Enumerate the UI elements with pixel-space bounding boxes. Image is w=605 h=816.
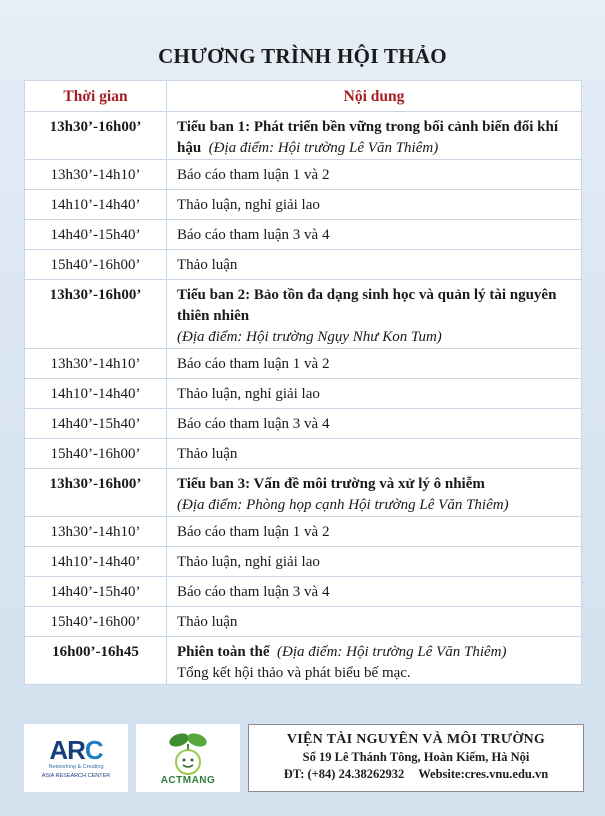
item-time: 13h30’-14h10’ bbox=[25, 517, 167, 547]
item-content: Thảo luận bbox=[167, 439, 582, 469]
institute-phone: ĐT: (+84) 24.38262932 bbox=[283, 767, 405, 781]
page-title: CHƯƠNG TRÌNH HỘI THẢO bbox=[158, 44, 447, 68]
item-content: Báo cáo tham luận 1 và 2 bbox=[167, 517, 582, 547]
arc-logo-mark bbox=[49, 737, 102, 763]
session-row bbox=[25, 112, 582, 160]
arc-logo bbox=[24, 724, 128, 792]
session-title: Tiểu ban 1: Phát triển bền vững trong bối cảnh biến đổi khí hậu bbox=[177, 119, 559, 156]
session-location: (Địa điểm: Hội trường Lê Văn Thiêm) bbox=[208, 140, 439, 156]
plenary-location: (Địa điểm: Hội trường Lê Văn Thiêm) bbox=[277, 644, 507, 660]
item-time: 14h40’-15h40’ bbox=[25, 577, 167, 607]
table-row bbox=[25, 220, 582, 250]
column-header-time: Thời gian bbox=[25, 81, 167, 112]
item-time: 14h10’-14h40’ bbox=[25, 379, 167, 409]
session-row bbox=[25, 469, 582, 517]
item-content: Báo cáo tham luận 1 và 2 bbox=[167, 160, 582, 190]
item-time: 14h40’-15h40’ bbox=[25, 409, 167, 439]
institute-contact bbox=[249, 767, 583, 782]
table-row bbox=[25, 349, 582, 379]
arc-logo-letters: AR bbox=[49, 735, 85, 765]
item-content: Báo cáo tham luận 3 và 4 bbox=[167, 577, 582, 607]
session-location: (Địa điểm: Hội trường Ngụy Như Kon Tum) bbox=[177, 329, 442, 345]
table-row bbox=[25, 160, 582, 190]
session-row bbox=[25, 280, 582, 349]
item-time: 15h40’-16h00’ bbox=[25, 607, 167, 637]
item-content: Thảo luận bbox=[167, 607, 582, 637]
institute-info bbox=[248, 724, 584, 792]
item-content: Báo cáo tham luận 3 và 4 bbox=[167, 409, 582, 439]
table-row bbox=[25, 439, 582, 469]
session-title: Tiểu ban 2: Bảo tồn đa dạng sinh học và quản lý tài nguyên thiên nhiên bbox=[177, 287, 557, 324]
table-row bbox=[25, 190, 582, 220]
item-time: 14h10’-14h40’ bbox=[25, 547, 167, 577]
item-content: Thảo luận, nghỉ giải lao bbox=[167, 379, 582, 409]
item-time: 13h30’-14h10’ bbox=[25, 349, 167, 379]
sprout-icon bbox=[165, 731, 211, 775]
arc-logo-tagline: Networking & Creating bbox=[48, 764, 104, 770]
session-time: 13h30’-16h00’ bbox=[25, 469, 167, 517]
item-content: Báo cáo tham luận 3 và 4 bbox=[167, 220, 582, 250]
item-content: Thảo luận, nghỉ giải lao bbox=[167, 547, 582, 577]
plenary-title: Phiên toàn thể bbox=[177, 644, 270, 660]
plenary-time: 16h00’-16h45 bbox=[25, 637, 167, 685]
session-content bbox=[167, 469, 582, 517]
actmang-logo bbox=[136, 724, 240, 792]
table-header-row bbox=[25, 81, 582, 112]
table-row bbox=[25, 379, 582, 409]
table-row bbox=[25, 577, 582, 607]
plenary-detail: Tổng kết hội thảo và phát biểu bế mạc. bbox=[177, 665, 411, 681]
item-content: Thảo luận bbox=[167, 250, 582, 280]
item-time: 15h40’-16h00’ bbox=[25, 439, 167, 469]
institute-name: VIỆN TÀI NGUYÊN VÀ MÔI TRƯỜNG bbox=[286, 732, 546, 747]
footer bbox=[24, 724, 582, 792]
arc-logo-letter-c: C bbox=[84, 735, 103, 765]
table-row bbox=[25, 547, 582, 577]
item-time: 13h30’-14h10’ bbox=[25, 160, 167, 190]
table-row bbox=[25, 607, 582, 637]
table-row bbox=[25, 409, 582, 439]
arc-logo-name: ASIA RESEARCH CENTER bbox=[41, 773, 111, 779]
item-content: Thảo luận, nghỉ giải lao bbox=[167, 190, 582, 220]
column-header-content: Nội dung bbox=[167, 81, 582, 112]
session-location: (Địa điểm: Phòng họp cạnh Hội trường Lê Văn Thiêm) bbox=[177, 497, 509, 513]
session-time: 13h30’-16h00’ bbox=[25, 112, 167, 160]
institute-website: Website:cres.vnu.edu.vn bbox=[418, 767, 549, 781]
table-row bbox=[25, 517, 582, 547]
institute-address: Số 19 Lê Thánh Tông, Hoàn Kiếm, Hà Nội bbox=[302, 750, 530, 764]
item-time: 15h40’-16h00’ bbox=[25, 250, 167, 280]
item-content: Báo cáo tham luận 1 và 2 bbox=[167, 349, 582, 379]
item-time: 14h10’-14h40’ bbox=[25, 190, 167, 220]
program-table bbox=[24, 80, 582, 685]
session-content bbox=[167, 280, 582, 349]
session-time: 13h30’-16h00’ bbox=[25, 280, 167, 349]
session-title: Tiểu ban 3: Vấn đề môi trường và xử lý ô nhiễm bbox=[177, 476, 485, 492]
actmang-name: ACTMANG bbox=[160, 774, 216, 786]
plenary-row bbox=[25, 637, 582, 685]
session-content bbox=[167, 112, 582, 160]
item-time: 14h40’-15h40’ bbox=[25, 220, 167, 250]
plenary-content bbox=[167, 637, 582, 685]
table-row bbox=[25, 250, 582, 280]
